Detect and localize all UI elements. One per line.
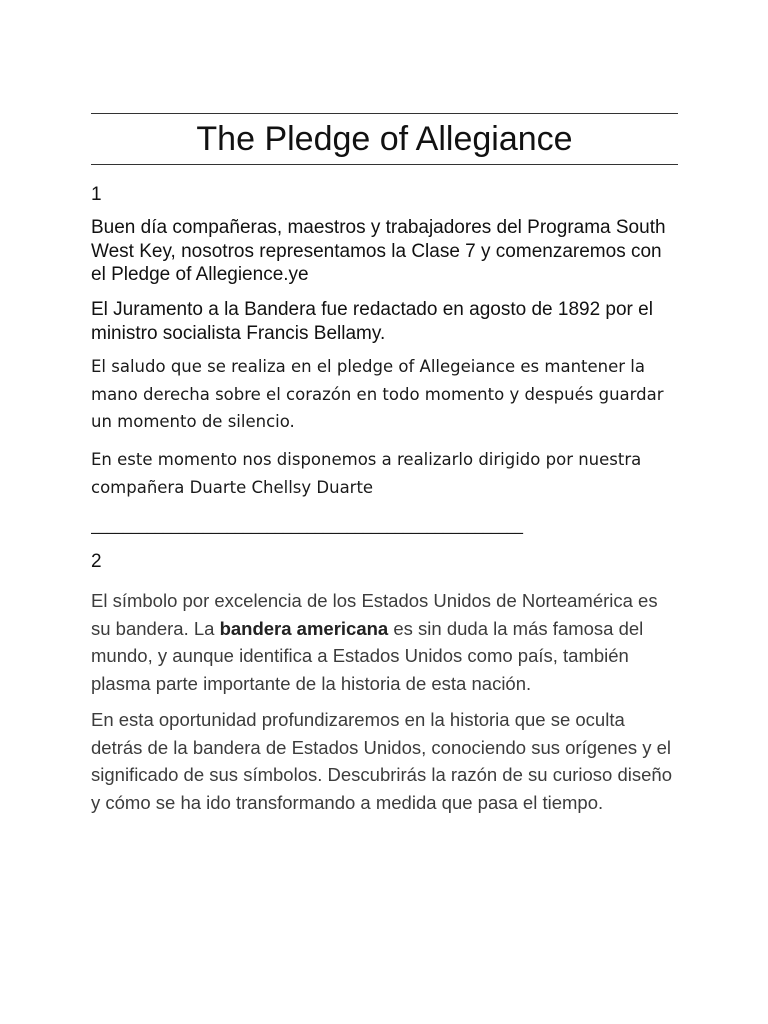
salute-paragraph: El saludo que se realiza en el pledge of Allegeiance es mantener la mano derecha sobre el corazón en todo momento y después guardar un momento de silencio. (91, 357, 664, 431)
flag-intro-text-end: es sin duda la más famosa del mundo, y aunque identifica a Estados Unidos como país, también plasma parte importante de la historia de esta nación. (91, 617, 644, 694)
section-number-2: 2 (91, 551, 102, 572)
page-title: The Pledge of Allegiance (196, 120, 573, 158)
flag-intro-paragraph (91, 587, 681, 697)
flag-intro-text-start: El símbolo por excelencia de los Estados Unidos de Norteamérica es su bandera. La (91, 590, 658, 639)
history-paragraph: El Juramento a la Bandera fue redactado en agosto de 1892 por el ministro socialista Francis Bellamy. (91, 299, 653, 344)
flag-intro-bold-term: bandera americana (219, 617, 389, 639)
greeting-paragraph: Buen día compañeras, maestros y trabajadores del Programa South West Key, nosotros representamos la Clase 7 y comenzaremos con el Pledge of Allegience.ye (91, 217, 666, 285)
section-divider: ______________________________________________________ (91, 515, 523, 534)
flag-history-paragraph: En esta oportunidad profundizaremos en la historia que se oculta detrás de la bandera de Estados Unidos, conociendo sus orígenes y el significado de sus símbolos. Descubrirás la razón de su curioso diseño y cómo se ha ido transformando a medida que pasa el tiempo. (91, 709, 672, 813)
section-number-1: 1 (91, 184, 102, 205)
leader-paragraph: En este momento nos disponemos a realizarlo dirigido por nuestra compañera Duarte Chellsy Duarte (91, 450, 642, 497)
title-bottom-rule (91, 164, 678, 165)
title-top-rule (91, 113, 678, 114)
